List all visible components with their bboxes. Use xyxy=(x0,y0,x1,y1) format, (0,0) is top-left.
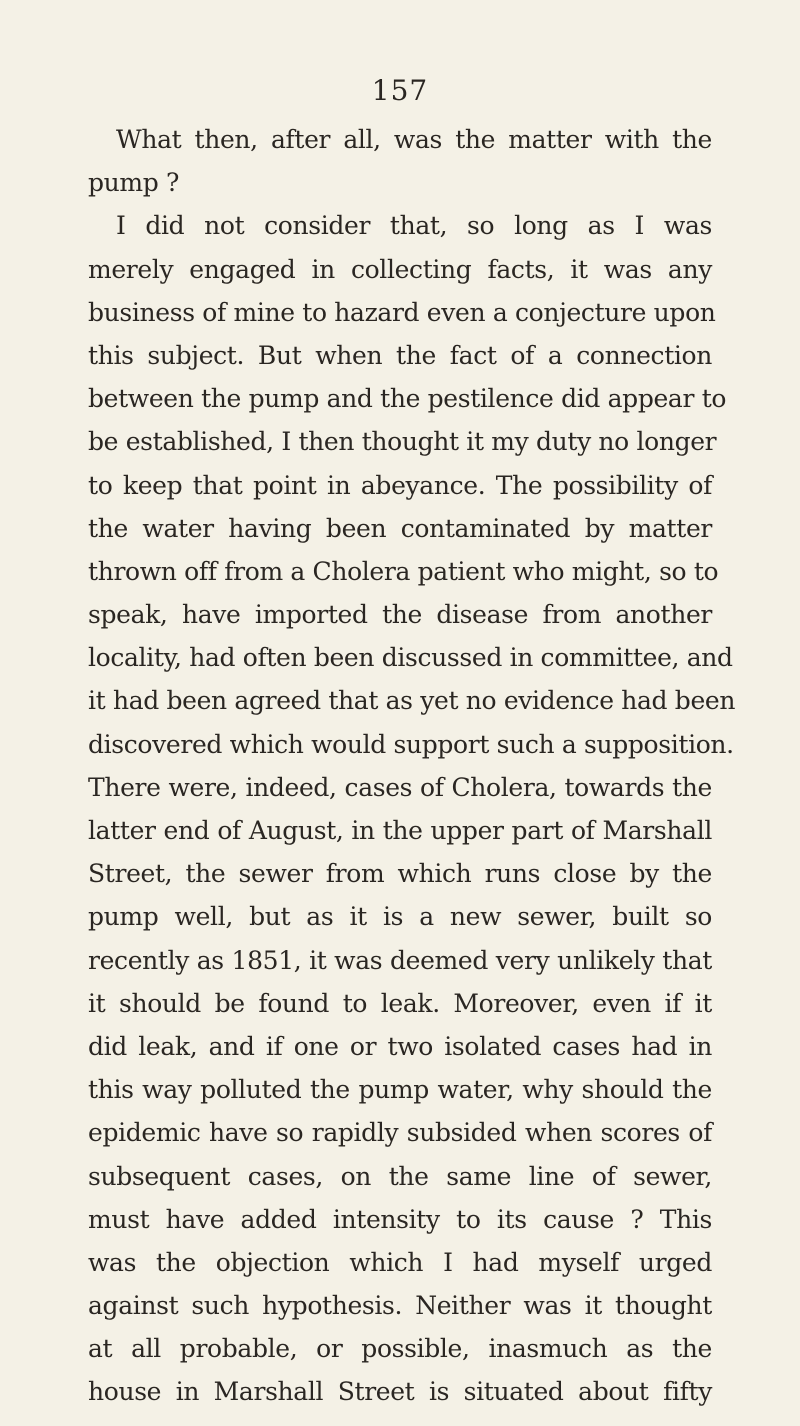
text-line: There were, indeed, cases of Cholera, towards the xyxy=(88,772,712,802)
text-line: recently as 1851, it was deemed very unlikely that xyxy=(88,945,712,975)
text-line: was the objection which I had myself urged xyxy=(88,1247,712,1277)
text-line: pump ? xyxy=(88,168,180,198)
text-line: latter end of August, in the upper part of Marshall xyxy=(88,816,712,845)
text-line: at all probable, or possible, inasmuch as the xyxy=(88,1334,712,1364)
text-line: merely engaged in collecting facts, it was any xyxy=(88,254,712,284)
text-line: Street, the sewer from which runs close by the xyxy=(88,859,712,889)
text-line: the water having been contaminated by matter xyxy=(88,513,712,543)
text-line: thrown off from a Cholera patient who might, so to xyxy=(88,556,719,586)
text-line: it should be found to leak. Moreover, even if it xyxy=(88,988,712,1018)
text-line: locality, had often been discussed in committee, and xyxy=(88,643,733,673)
text-line: this way polluted the pump water, why should the xyxy=(88,1075,712,1105)
text-line: I did not consider that, so long as I was xyxy=(116,211,712,241)
text-line: between the pump and the pestilence did appear to xyxy=(88,384,727,414)
text-line: business of mine to hazard even a conjecture upon xyxy=(88,297,716,327)
text-line: pump well, but as it is a new sewer, built so xyxy=(88,902,712,932)
text-line: discovered which would support such a supposition. xyxy=(88,729,734,759)
text-line: must have added intensity to its cause ? This xyxy=(88,1204,712,1234)
text-line: subsequent cases, on the same line of sewer, xyxy=(88,1161,712,1191)
text-line: did leak, and if one or two isolated cases had in xyxy=(88,1031,712,1061)
text-line: this subject. But when the fact of a connection xyxy=(88,340,712,370)
text-line: epidemic have so rapidly subsided when scores of xyxy=(88,1118,712,1148)
body-text xyxy=(88,118,736,1414)
text-line: to keep that point in abeyance. The possibility of xyxy=(88,470,712,500)
text-line: it had been agreed that as yet no evidence had been xyxy=(88,686,736,716)
text-line: against such hypothesis. Neither was it thought xyxy=(88,1291,712,1321)
text-line: house in Marshall Street is situated about fifty xyxy=(88,1377,712,1407)
text-line: speak, have imported the disease from another xyxy=(88,600,712,630)
page-number: 157 xyxy=(371,74,429,107)
text-line: What then, after all, was the matter with the xyxy=(116,125,712,154)
text-line: be established, I then thought it my duty no longer xyxy=(88,427,717,457)
